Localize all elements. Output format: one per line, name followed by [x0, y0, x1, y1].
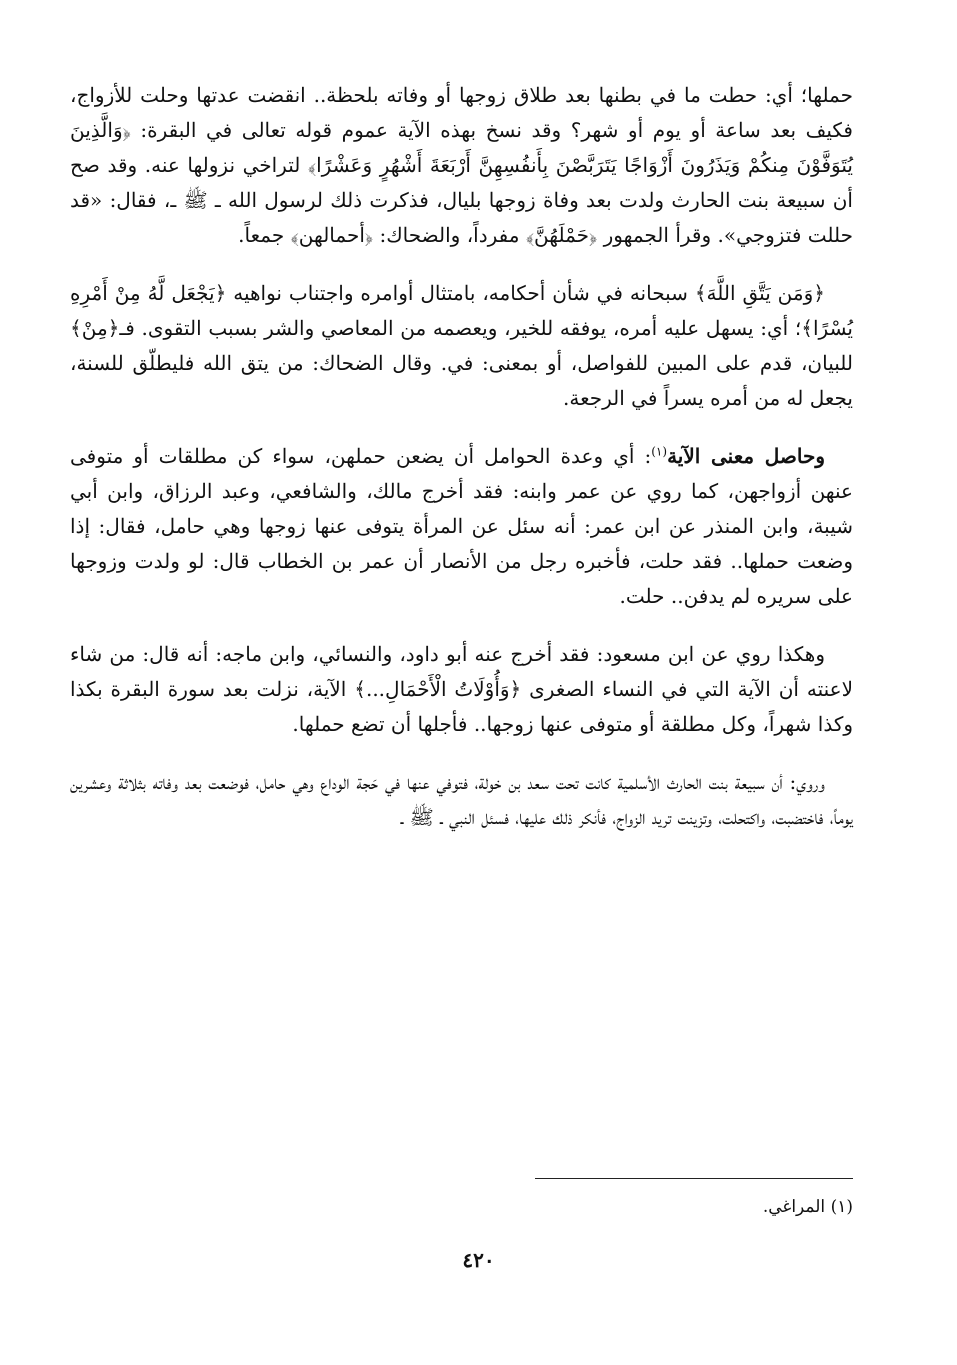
page-body	[70, 78, 853, 1365]
page-number: ٤٢٠	[462, 1248, 495, 1272]
footnote	[70, 1195, 853, 1219]
paragraph-3-lead: وحاصل معنى الآية	[667, 444, 825, 468]
paragraph-1: حملها؛ أي: حطت ما في بطنها بعد طلاق زوجها أو وفاته بلحظة.. انقضت عدتها وحلت للأزواج، فكيف بعد ساعة أو يوم أو شهر؟ وقد نسخ بهذه الآية عموم قوله تعالى في البقرة: ﴿وَالَّذِينَ يُتَوَفَّوْنَ مِنكُمْ وَيَذَرُونَ أَزْوَاجًا يَتَرَبَّصْنَ بِأَنفُسِهِنَّ أَرْبَعَةَ أَشْهُرٍ وَعَشْرًا﴾ لتراخي نزولها عنه. وقد صح أن سبيعة بنت الحارث ولدت بعد وفاة زوجها بليال، فذكرت ذلك لرسول الله ـ ﷺ ـ، فقال: «قد حللت فتزوجي». وقرأ الجمهور ﴿حَمْلَهُنَّ﴾ مفرداً، والضحاك: ﴿أحمالهن﴾ جمعاً.	[70, 83, 853, 247]
paragraph-5: وروي: أن سبيعة بنت الحارث الأسلمية كانت تحت سعد بن خولة، فتوفي عنها في حَجة الوداع وهي حامل، فوضعت بعد وفاته بثلاثة وعشرين يوماً، فاختضبت، واكتحلت، وتزينت تريد الزواج، فأنكر ذلك عليها، فسئل النبي ـ ﷺ ـ	[70, 770, 853, 829]
footnote-reference: (١)	[651, 444, 668, 459]
paragraph-2: ﴿وَمَن يَتَّقِ اللَّهَ﴾ سبحانه في شأن أحكامه، بامتثال أوامره واجتناب نواهيه ﴿يَجْعَل لَّهُ مِنْ أَمْرِهِ يُسْرًا﴾؛ أي: يسهل عليه أمره، يوفقه للخير، ويعصمه من المعاصي والشر بسبب التقوى. فـ﴿مِنْ﴾ للبيان، قدم على المبين للفواصل، أو بمعنى: في. وقال الضحاك: من يتق الله فليطلّق للسنة، يجعل له من أمره يسراً في الرجعة.	[70, 281, 853, 410]
paragraph-3-body: : أي وعدة الحوامل أن يضعن حملهن، سواء كن مطلقات أو متوفى عنهن أزواجهن، كما روي عن عمر وابنه: فقد أخرج مالك، والشافعي، وعبد الرزاق، وابن أبي شيبة، وابن المنذر عن ابن عمر: أنه سئل عن المرأة يتوفى عنها زوجها وهي حامل، فقال: إذا وضعت حملها.. فقد حلت، فأخبره رجل من الأنصار أن عمر بن الخطاب قال: لو ولدت وزوجها على سريره لم يدفن.. حلت.	[70, 444, 853, 608]
footnote-divider	[535, 1178, 853, 1179]
footnote-number: (١)	[830, 1197, 853, 1217]
paragraph-4: وهكذا روي عن ابن مسعود: فقد أخرج عنه أبو داود، والنسائي، وابن ماجه: أنه قال: من شاء لاعنته أن الآية التي في النساء الصغرى ﴿وَأُوْلَاتُ الْأَحْمَالِ...﴾ الآية، نزلت بعد سورة البقرة بكذا وكذا شهراً، وكل مطلقة أو متوفى عنها زوجها.. فأجلها أن تضع حملها.	[70, 642, 853, 736]
footnote-text: المراغي.	[762, 1197, 826, 1217]
paragraph-3	[70, 439, 853, 614]
